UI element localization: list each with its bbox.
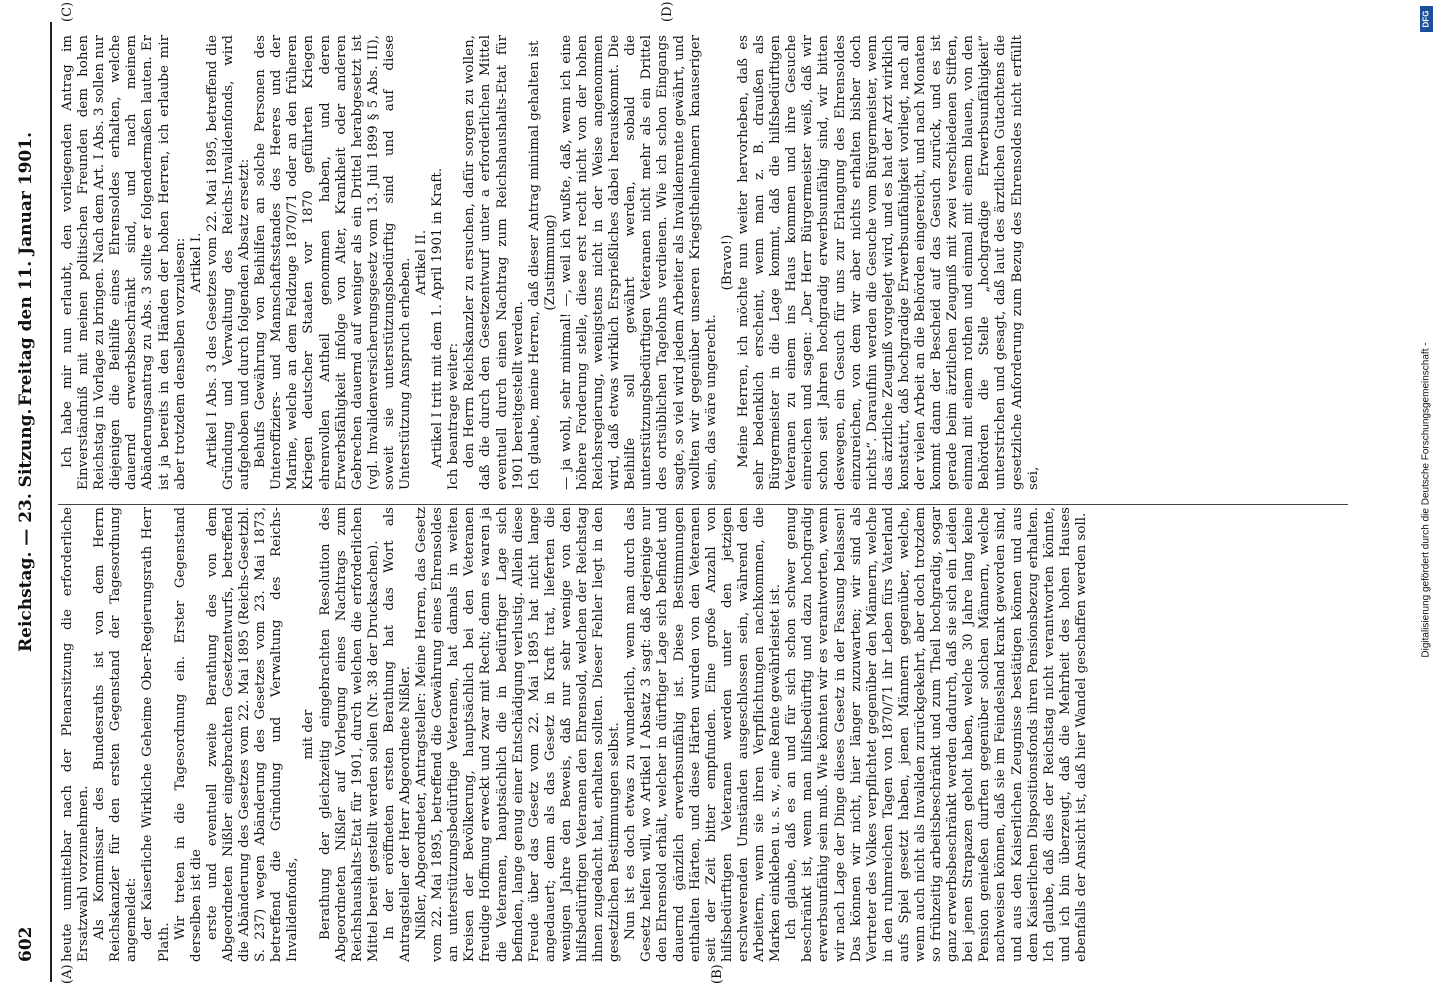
paragraph: mit der xyxy=(301,709,317,760)
paragraph: den Herrn Reichskanzler zu ersuchen, dafür sorgen zu wollen, daß die durch den Gesetzentwurf unter a erforderlichen Mittel eventuell durch einen Nachtrag zum Reichshaushalts-Etat für 1901 bereitgestellt werden. xyxy=(462,35,526,490)
paragraph: Artikel II. xyxy=(414,229,430,296)
paragraph: erste und eventuell zweite Berathung des von dem Abgeordneten Nißler eingebrachten Gesetzentwurfs, betreffend die Abänderung des Gesetzes vom 22. Mai 1895 (Reichs-Gesetzbl. S. 237) wegen Abänderung des Gesetzes vom 23. Mai 1873, betreffend die Gründung und Verwaltung des Reichs-Invalidenfonds, xyxy=(204,507,301,962)
left-column xyxy=(60,507,1355,962)
paragraph: der Kaiserliche Wirkliche Geheime Ober-Regierungsrath Herr Plath. xyxy=(140,507,172,962)
paragraph: Artikel I tritt mit dem 1. April 1901 in Kraft. xyxy=(430,168,446,468)
paragraph: (Zustimmung) xyxy=(542,214,558,311)
digitization-credit: Digitalisierung gefördert durch die Deutsche Forschungsgemeinschaft - xyxy=(1420,342,1432,658)
paragraph: Nißler, Abgeordneter, Antragsteller: Meine Herren, das Gesetz vom 22. Mai 1895, betreffend die Gewährung eines Ehrensoldes an unterstützungsbedürftige Veteranen, hat damals in weiten Kreisen der Bevölkerung, hauptsächlich bei den Veteranen freudige Hoffnung erweckt und zwar mit Recht; denn es waren ja die Veteranen, hauptsächlich die in bedürftiger Lage sich befinden, lange genug einer Entschädigung verlustig. Allein diese Freude über das Gesetz vom 22. Mai 1895 hat nicht lange angedauert; denn als das Gesetz in Kraft trat, lieferten die wenigen Jahre den Beweis, daß nur sehr wenige von den hilfsbedürftigen Veteranen den Ehrensold, welchen der Reichstag ihnen zugedacht hat, erhalten sollten. Dieser Fehler liegt in den gesetzlichen Bestimmungen selbst. xyxy=(414,507,623,962)
margin-marker-a: (A) xyxy=(60,964,75,984)
paragraph: Als Kommissar des Bundesraths ist von dem Herrn Reichskanzler für den ersten Gegenstand der Tagesordnung angemeldet: xyxy=(92,507,140,962)
paragraph: Ich glaube, daß es an und für sich schon schwer genug beschränkt ist, wenn man hilfsbedürftig und dazu hochgradig erwerbsunfähig sein muß. Wie könnten wir es verantworten, wenn wir nach Lage der Dinge dieses Gesetz in der Fassung belassen! Das können wir nicht, hier länger zuzuwarten; wir sind als Vertreter des Volkes verpflichtet gegenüber den Männern, welche in den ruhmreichen Tagen von 1870/71 ihr Leben fürs Vaterland aufs Spiel gesetzt haben, jenen Männern gegenüber, welche, wenn auch nicht als Invaliden zurückgekehrt, aber doch trotzdem so frühzeitig arbeitsbeschränkt und zum Theil hochgradig, sogar ganz erwerbsbeschränkt werden dadurch, daß sie sich ein Leiden bei jenen Strapazen geholt haben, welche 30 Jahre lang keine Pension genießen durften gegenüber solchen Männern, welche nachweisen können, daß sie im Feindesland krank geworden sind, und aus den Kaiserlichen Zeugnisse bestätigen können und aus dem Kaiserlichen Dispositionsfonds ihren Pensionsbezug erhalten. Ich glaube, daß dies der Reichstag nicht verantworten könnte, und ich bin überzeugt, daß die Mehrheit des hohen Hauses ebenfalls der Ansicht ist, daß hier Wandel geschaffen werden soll. xyxy=(784,507,1089,962)
page-number: 602 xyxy=(16,926,36,962)
paragraph: Behufs Gewährung von Beihilfen an solche Personen des Unteroffiziers- und Mannschaftsstandes des Heeres und der Marine, welche an dem Feldzuge 1870/71 oder an den früheren Kriegen deutscher Staaten vor 1870 geführten Kriegen ehrenvollen Antheil genommen haben, und deren Erwerbsfähigkeit infolge von Alter, Krankheit oder anderen Gebrechen dauernd auf weniger als ein Drittel herabgesetzt ist (vgl. Invalidenversicherungsgesetz vom 13. Juli 1899 § 5 Abs. III), soweit sie unterstützungsbedürftig sind und auf diese Unterstützung Anspruch erheben. xyxy=(253,35,413,490)
paragraph: Artikel I Abs. 3 des Gesetzes vom 22. Mai 1895, betreffend die Gründung und Verwaltung des Reichs-Invalidenfonds, wird aufgehoben und durch folgenden Absatz ersetzt: xyxy=(204,35,253,490)
margin-marker-d: (D) xyxy=(660,1,675,22)
paragraph: Berathung der gleichzeitig eingebrachten Resolution des Abgeordneten Nißler auf Vorlegung eines Nachtrags zum Reichshaushalts-Etat für 1901, durch welchen die erforderlichen Mittel bereit gestellt werden sollen (Nr. 38 der Drucksachen). xyxy=(317,507,381,962)
header-left-title: Reichstag. — 23. Sitzung. xyxy=(16,408,36,652)
paragraph: Ich glaube, meine Herren, daß dieser Antrag minimal gehalten ist xyxy=(526,40,542,490)
paragraph: Nun ist es doch etwas zu wunderlich, wenn man durch das Gesetz helfen will, wo Artikel I Absatz 3 sagt: daß derjenige nur den Ehrensold erhält, welcher in dürftiger Lage sich befindet und dauernd gänzlich erwerbsunfähig ist. Diese Bestimmungen enthalten Härten, und diese Härten wurden von den Veteranen seit der Zeit bitter empfunden. Eine große Anzahl von hilfsbedürftigen Veteranen werden unter den jetzigen erschwerenden Umständen ausgeschlossen sein, während den Arbeitern, wenn sie ihren Verpflichtungen nachkommen, die Marken einkleben u. s. w., eine Rente gewährleistet ist. xyxy=(623,507,784,962)
paragraph: Meine Herren, ich möchte nun weiter hervorheben, daß es sehr bedenklich erscheint, wenn man z. B. draußen als Bürgermeister in die Lage kommt, daß die hilfsbedürftigen Veteranen zu einem ins Haus kommen und ihre Gesuche einreichen und sagen: „Der Herr Bürgermeister weiß, daß wir schon seit Jahren hochgradig erwerbsunfähig sind, wir bitten deswegen, ein Gesuch für uns zur Erlangung des Ehrensoldes einzureichen, von dem wir aber nichts erhalten bisher doch nichts“. Daraufhin werden die Gesuche vom Bürgermeister, wenn das ärztliche Zeugniß vorgelegt wird, und es hat der Arzt wirklich konstatirt, daß hochgradige Erwerbsunfähigkeit vorliegt, nach all der vielen Arbeit an die Behörden eingereicht, und nach Monaten kommt dann der Bescheid auf das Gesuch zurück, und es ist gerade beim ärztlichen Zeugniß mit zwei verschiedenen Stiften, einmal mit einem rothen und einmal mit einem blauen, von den Behörden die Stelle „hochgradige Erwerbsunfähigkeit“ unterstrichen und gesagt, daß laut des ärztlichen Gutachtens die gesetzliche Anforderung zum Bezug des Ehrensoldes nicht erfüllt sei, xyxy=(735,35,1041,490)
paragraph: Ich habe mir nun erlaubt, den vorliegenden Antrag im Einverständniß mit meinen politischen Freunden dem hohen Reichstag in Vorlage zu bringen. Nach dem Art. I Abs. 3 sollen nur diejenigen die Beihilfe eines Ehrensoldes erhalten, welche dauernd erwerbsbeschränkt sind, und nach meinem Abänderungsantrag zu Abs. 3 sollte er folgendermaßen lauten. Er ist ja bereits in den Händen der hohen Herren, ich erlaube mir aber trotzdem denselben vorzulesen: xyxy=(60,35,188,490)
margin-marker-b: (B) xyxy=(710,964,725,984)
paragraph: Artikel I. xyxy=(188,232,204,293)
paragraph: (Bravo!) xyxy=(719,234,735,291)
right-column xyxy=(60,35,1355,490)
document-page xyxy=(10,1,1370,984)
paragraph: — ja wohl, sehr minimal! —, weil ich wußte, daß, wenn ich eine höhere Forderung stelle, diese erst recht nicht von der hohen Reichsregierung, wenigstens nicht in der Weise angenommen wird, daß etwas wirklich Ersprießliches dabei herauskommt. Die Beihilfe soll gewährt werden, sobald die unterstützungsbedürftigen Veteranen nicht mehr als ein Drittel des ortsüblichen Tagelohns verdienen. Wie ich schon Eingangs sagte, so viel wird jedem Arbeiter als Invalidenrente gewährt, und wollten wir gegenüber unseren Kriegstheilnehmern knauseriger sein, das wäre ungerecht. xyxy=(558,35,719,490)
paragraph: In der eröffneten ersten Berathung hat das Wort als Antragsteller der Herr Abgeordnete Nißler. xyxy=(381,507,413,962)
dfg-logo: DFG xyxy=(1420,6,1433,32)
header-right-title: Freitag den 11. Januar 1901. xyxy=(16,132,36,407)
paragraph: heute unmittelbar nach der Plenarsitzung die erforderliche Ersatzwahl vorzunehmen. xyxy=(60,507,92,962)
header-rule xyxy=(50,22,52,982)
margin-marker-c: (C) xyxy=(60,1,75,22)
column-divider xyxy=(58,504,1348,505)
page-header xyxy=(10,22,50,982)
paragraph: Ich beantrage weiter: xyxy=(446,342,462,490)
paragraph: Wir treten in die Tagesordnung ein. Erster Gegenstand derselben ist die xyxy=(172,507,204,962)
